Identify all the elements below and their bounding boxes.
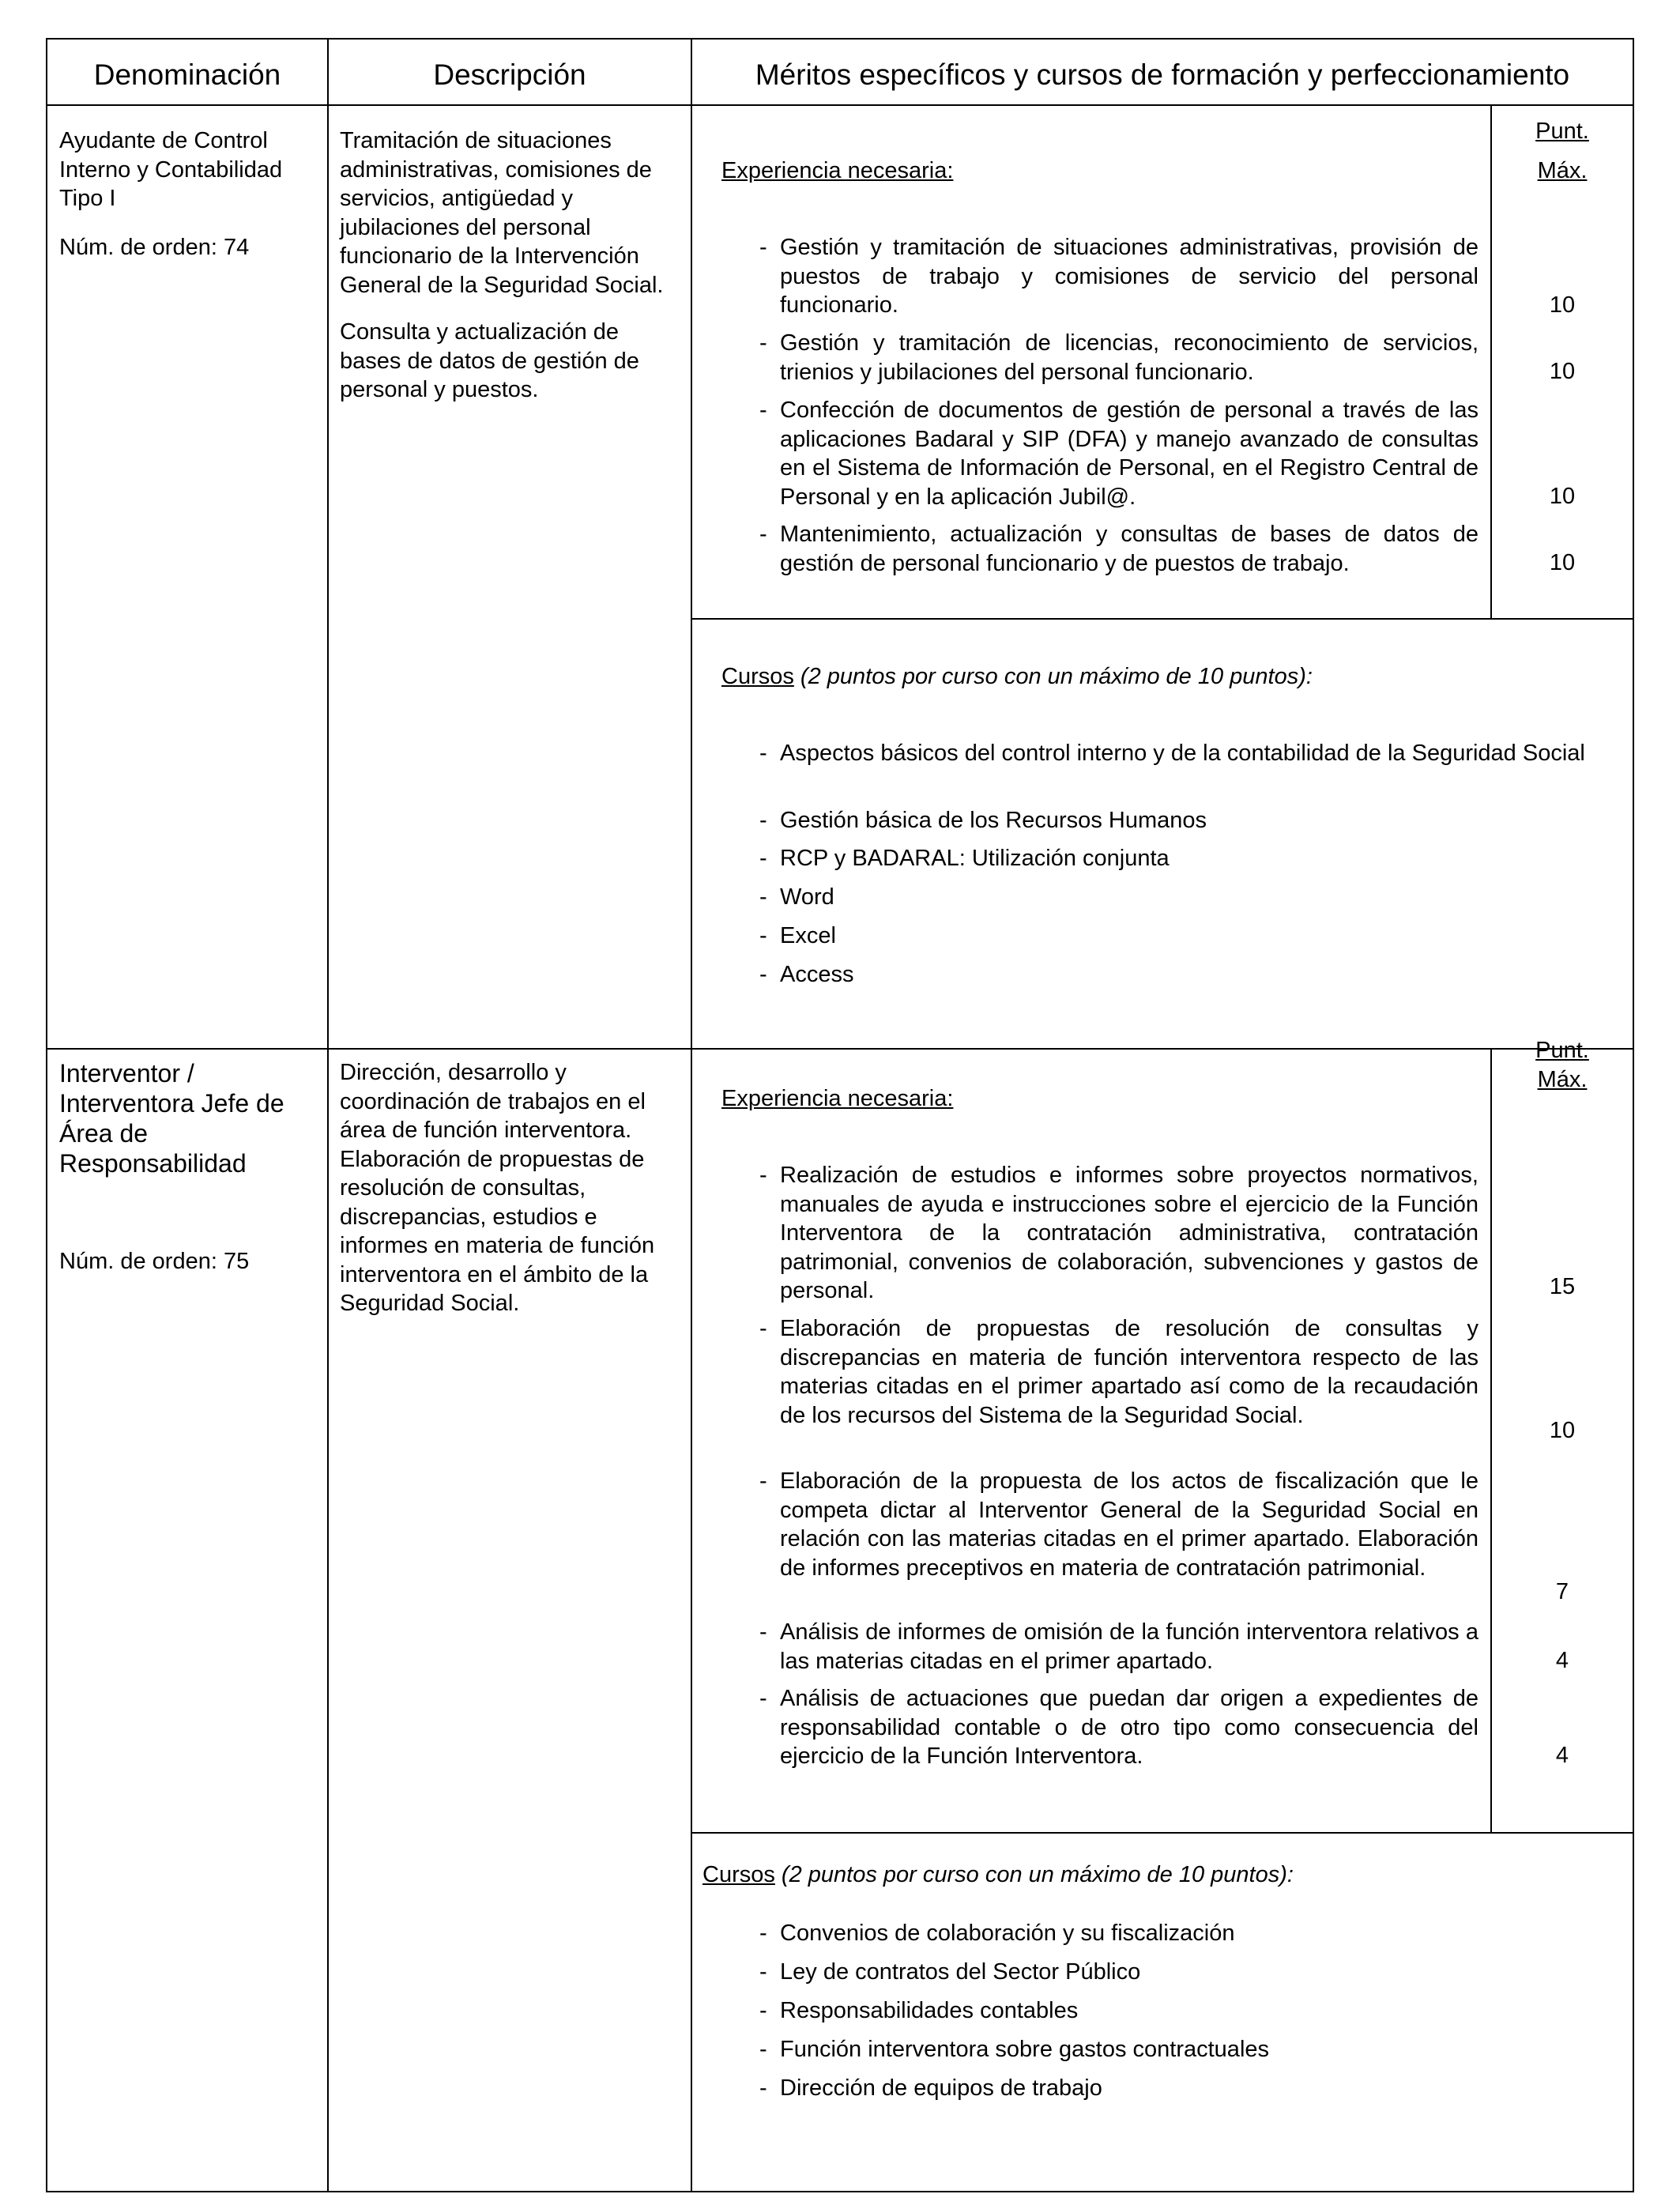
descripcion-cell — [340, 126, 680, 405]
merit-item-text: Elaboración de propuestas de resolución de consultas y discrepancias en materia de función interventora respecto de las materias citadas en el primer apartado así como de la recaudación de los recursos del Sistema de la Seguridad Social. — [780, 1316, 1478, 1428]
experiencia-label: Experiencia necesaria: — [721, 158, 954, 183]
bullet-dash: - — [759, 1619, 767, 1645]
experiencia-label: Experiencia necesaria: — [721, 1086, 954, 1111]
bullet-dash: - — [759, 235, 767, 260]
bullet-dash: - — [759, 330, 767, 356]
merit-item-text: Realización de estudios e informes sobre proyectos normativos, manuales de ayuda e instrucciones sobre el ejercicio de la Función Interventora de la contratación administrativa, contratación patrimonial, convenios de colaboración, subvenciones y gastos de personal. — [780, 1163, 1478, 1303]
bullet-dash: - — [759, 808, 767, 833]
description-paragraph: Consulta y actualización de bases de datos de gestión de personal y puestos. — [340, 319, 639, 402]
max-label: Máx. — [1537, 1067, 1588, 1092]
merit-points: 15 — [1549, 1274, 1576, 1299]
punt-label: Punt. — [1535, 1038, 1589, 1063]
merit-item-text: Gestión y tramitación de licencias, reconocimiento de servicios, trienios y jubilaciones del personal funcionario. — [780, 330, 1478, 385]
punt-label: Punt. — [1535, 119, 1589, 144]
denominacion-cell — [59, 126, 312, 262]
course-item: Ley de contratos del Sector Público — [780, 1959, 1141, 1985]
course-item: Convenios de colaboración y su fiscalización — [780, 1921, 1235, 1946]
max-label: Máx. — [1537, 158, 1588, 183]
order-number: Núm. de orden: 75 — [59, 1249, 250, 1274]
bullet-dash: - — [759, 2075, 767, 2101]
course-item: Dirección de equipos de trabajo — [780, 2075, 1102, 2101]
course-item: Word — [780, 884, 834, 910]
merit-points: 10 — [1549, 292, 1576, 318]
merit-item-text: Confección de documentos de gestión de personal a través de las aplicaciones Badaral y SIP (DFA) y manejo avanzado de consultas en el Sistema de Información de Personal, en el Registro Central de Personal y en la aplicación Jubil@. — [780, 398, 1478, 510]
bullet-dash: - — [759, 1998, 767, 2023]
bullet-dash: - — [759, 884, 767, 910]
course-item: Gestión básica de los Recursos Humanos — [780, 808, 1207, 833]
bullet-dash: - — [759, 1316, 767, 1341]
merit-points: 10 — [1549, 484, 1576, 509]
merit-item-text: Análisis de informes de omisión de la función interventora relativos a las materias citadas en el primer apartado. — [780, 1619, 1478, 1674]
bullet-dash: - — [759, 1921, 767, 1946]
bullet-dash: - — [759, 741, 767, 766]
course-item: RCP y BADARAL: Utilización conjunta — [780, 846, 1170, 871]
denominacion-cell — [59, 1058, 320, 1178]
merit-item-text: Mantenimiento, actualización y consultas de bases de datos de gestión de personal funcionario y de puestos de trabajo. — [780, 522, 1478, 576]
course-item: Excel — [780, 923, 836, 948]
bullet-dash: - — [759, 923, 767, 948]
header-meritos: Méritos específicos y cursos de formación y perfeccionamiento — [755, 58, 1570, 91]
header-denominacion: Denominación — [93, 58, 281, 91]
header-descripcion: Descripción — [433, 58, 586, 91]
bullet-dash: - — [759, 1468, 767, 1494]
merit-points: 4 — [1555, 1648, 1569, 1673]
order-number: Núm. de orden: 74 — [59, 234, 250, 260]
description-paragraph: Tramitación de situaciones administrativas, comisiones de servicios, antigüedad y jubilaciones del personal funcionario de la Intervención General de la Seguridad Social. — [340, 128, 664, 298]
descripcion-cell — [340, 1058, 681, 1318]
merit-points: 10 — [1549, 550, 1576, 575]
course-item: Aspectos básicos del control interno y de la contabilidad de la Seguridad Social — [780, 741, 1585, 766]
bullet-dash: - — [759, 1959, 767, 1985]
cursos-label: Cursos — [703, 1862, 775, 1887]
cursos-heading — [703, 1860, 1294, 1890]
bullet-dash: - — [759, 962, 767, 987]
merit-points: 7 — [1555, 1579, 1569, 1604]
merit-points: 4 — [1555, 1743, 1569, 1768]
course-item: Responsabilidades contables — [780, 1998, 1079, 2023]
merit-points: 10 — [1549, 359, 1576, 384]
merit-item-text: Elaboración de la propuesta de los actos de fiscalización que le competa dictar al Interventor General de la Seguridad Social en relación con las materias citadas en el primer apartado. Elaboración de informes preceptivos en materia de contratación patrimonial. — [780, 1468, 1478, 1581]
cursos-note: (2 puntos por curso con un máximo de 10 puntos): — [781, 1862, 1294, 1887]
job-title: Ayudante de Control Interno y Contabilidad Tipo I — [59, 128, 283, 211]
job-title: Interventor / Interventora Jefe de Área de Responsabilidad — [59, 1059, 284, 1178]
bullet-dash: - — [759, 846, 767, 871]
bullet-dash: - — [759, 1686, 767, 1711]
cursos-heading — [721, 662, 1313, 692]
merit-item-text: Análisis de actuaciones que puedan dar origen a expedientes de responsabilidad contable o de otro tipo como consecuencia del ejercicio de la Función Interventora. — [780, 1686, 1478, 1769]
course-item: Access — [780, 962, 854, 987]
merit-points: 10 — [1549, 1418, 1576, 1443]
bullet-dash: - — [759, 398, 767, 423]
description-paragraph: Dirección, desarrollo y coordinación de trabajos en el área de función interventora. Elaboración de propuestas de resolución de consultas, discrepancias, estudios e informes en materia de función interventora en el ámbito de la Seguridad Social. — [340, 1060, 655, 1316]
bullet-dash: - — [759, 2037, 767, 2062]
merit-item-text: Gestión y tramitación de situaciones administrativas, provisión de puestos de trabajo y comisiones de servicio del personal funcionario. — [780, 235, 1478, 318]
bullet-dash: - — [759, 1163, 767, 1188]
course-item: Función interventora sobre gastos contractuales — [780, 2037, 1270, 2062]
cursos-label: Cursos — [721, 664, 794, 689]
cursos-note: (2 puntos por curso con un máximo de 10 puntos): — [800, 664, 1313, 689]
bullet-dash: - — [759, 522, 767, 547]
